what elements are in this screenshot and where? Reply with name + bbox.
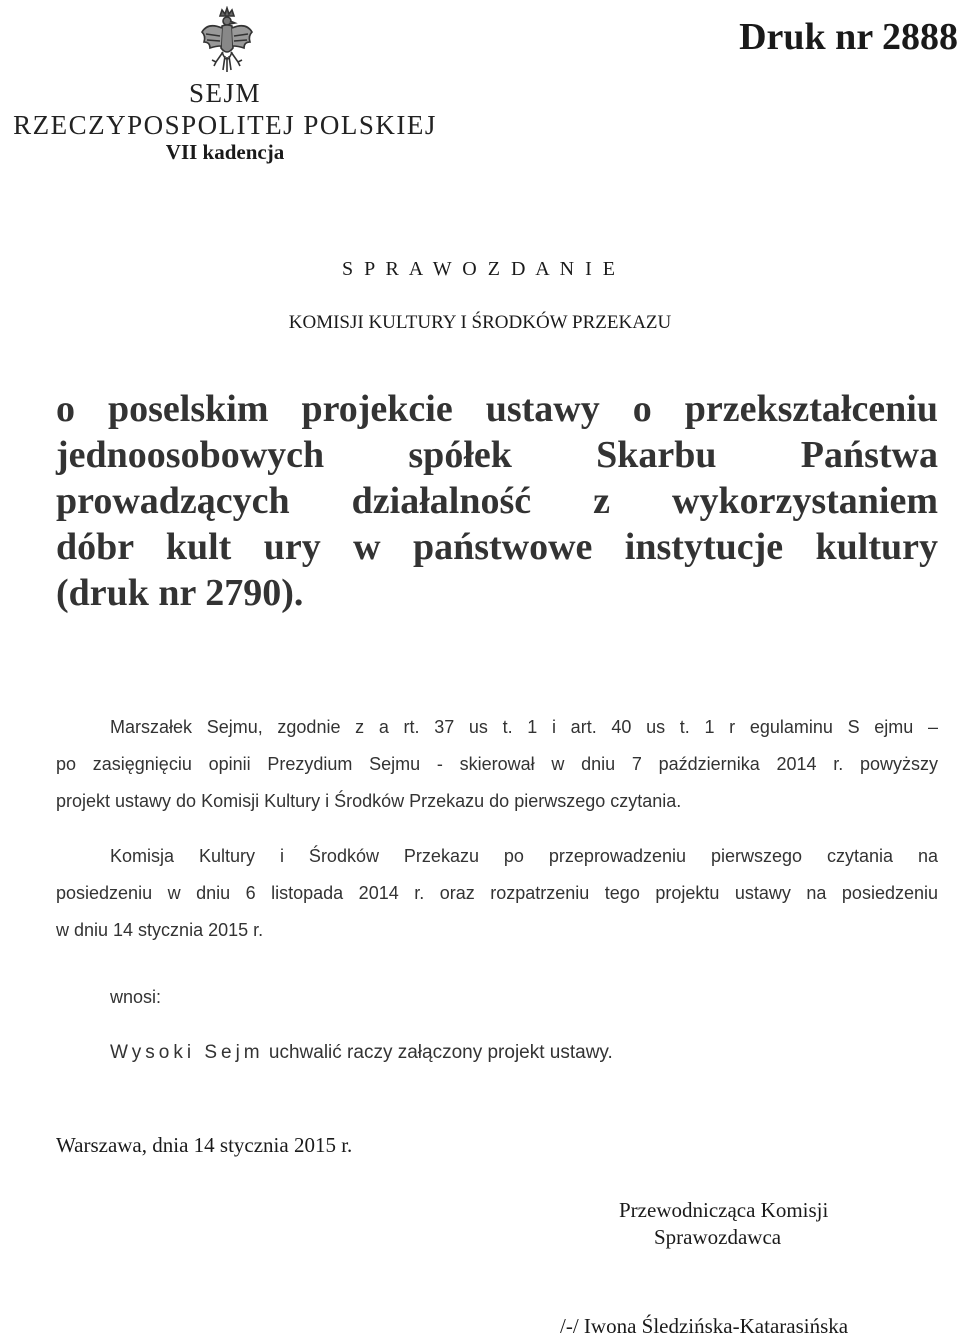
committee-paragraph: [56, 838, 938, 949]
motion-request: uchwalić raczy załączony projekt ustawy.: [263, 1042, 613, 1063]
motion-addressee: Wysoki Sejm: [110, 1042, 264, 1063]
place-date: Warszawa, dnia 14 stycznia 2015 r.: [56, 1133, 353, 1157]
paragraph-line: w dniu 14 stycznia 2015 r.: [56, 920, 264, 940]
signatory-function: Sprawozdawca: [654, 1225, 782, 1249]
signatory-name: /-/ Iwona Śledzińska-Katarasińska: [560, 1314, 849, 1338]
term-label: VII kadencja: [165, 140, 285, 164]
institution-name: SEJM: [188, 78, 262, 108]
paragraph-line: Marszałek Sejmu, zgodnie z a rt. 37 us t. 1 i art. 40 us t. 1 r egulaminu S ejmu –: [110, 717, 938, 737]
signatory-role: Przewodnicząca Komisji: [619, 1198, 829, 1222]
subject-line: jednoosobowych spółek Skarbu Państwa: [56, 434, 938, 476]
paragraph-line: posiedzeniu w dniu 6 listopada 2014 r. oraz rozpatrzeniu tego projektu ustawy na posiedzeniu: [56, 883, 938, 903]
report-heading: S P R A W O Z D A N I E: [342, 258, 618, 280]
paragraph-line: po zasięgnięciu opinii Prezydium Sejmu - skierował w dniu 7 października 2014 r. powyższy: [56, 754, 938, 774]
report-subject: [56, 386, 938, 616]
committee-name: KOMISJI KULTURY I ŚRODKÓW PRZEKAZU: [288, 312, 672, 333]
paragraph-line: Komisja Kultury i Środków Przekazu po przeprowadzeniu pierwszego czytania na: [110, 846, 938, 866]
subject-line: (druk nr 2790).: [56, 572, 304, 614]
motion-text: [110, 1043, 613, 1062]
subject-line: prowadzących działalność z wykorzystaniem: [56, 480, 938, 522]
polish-eagle-emblem-icon: [198, 6, 256, 80]
moves-label: wnosi:: [110, 987, 162, 1007]
print-number: Druk nr 2888: [739, 16, 958, 58]
subject-line: o poselskim projekcie ustawy o przekształceniu: [56, 388, 938, 430]
paragraph-line: projekt ustawy do Komisji Kultury i Środków Przekazu do pierwszego czytania.: [56, 791, 682, 811]
referral-paragraph: [56, 709, 938, 820]
institution-country: RZECZYPOSPOLITEJ POLSKIEJ: [13, 110, 437, 140]
subject-line: dóbr kult ury w państwowe instytucje kultury: [56, 526, 938, 568]
